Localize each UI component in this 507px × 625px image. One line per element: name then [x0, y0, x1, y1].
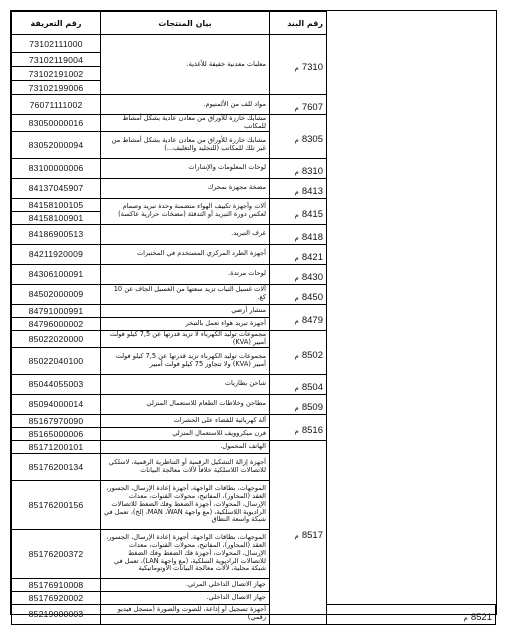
item-number-cell — [270, 264, 327, 284]
product-description-cell: جهاز الاتصال الداخلي. — [101, 591, 270, 604]
tariff-code-cell: 73102199006 — [12, 81, 101, 95]
table-row — [12, 440, 496, 453]
item-number: 8421 — [301, 251, 323, 263]
table-header-row — [12, 12, 496, 35]
item-prefix-label: م — [294, 64, 299, 72]
item-number: 8310 — [301, 165, 323, 177]
tariff-code-cell: 85022020000 — [12, 330, 101, 347]
item-number-cell — [270, 330, 327, 374]
product-description-cell: معلبات معدنية خفيفة للأغذية. — [101, 35, 270, 95]
product-description-cell: آلات غسيل الثياب تزيد سعتها من الغسيل الجاف عن 10 كغ. — [101, 284, 270, 304]
tariff-code-cell: 85171200101 — [12, 440, 101, 453]
product-description-cell: مجموعات توليد الكهرباء لا تزيد قدرتها عن 7,5 كيلو فولت أمبير (KVA) — [101, 330, 270, 347]
item-prefix-label: م — [294, 233, 299, 242]
item-number-cell — [270, 224, 327, 244]
item-number: 8430 — [301, 271, 323, 283]
item-number-cell — [270, 284, 327, 304]
product-description-cell: أجهزة الطرد المركزي المستخدم في المختبرات — [101, 244, 270, 264]
item-number-cell — [270, 95, 327, 115]
table-row — [12, 480, 496, 529]
product-description-cell: مشابك خازرة للأوراق من معادن عادية بشكل أمشاط من غير تلك للمكاتب (للتجليد والتغليف...) — [101, 131, 270, 158]
table-body — [12, 35, 496, 625]
item-number: 8517 — [301, 529, 323, 541]
table-row — [12, 178, 496, 198]
item-number-cell — [270, 158, 327, 178]
product-description-cell: أجهزة تبريد هواء تعمل بالتبخر — [101, 317, 270, 330]
item-number-cell — [270, 374, 327, 394]
item-number: 8418 — [301, 231, 323, 243]
product-description-cell: أجهزة تسجيل أو إذاعة، للصوت والصورة (مسجل فيديو رقمي) — [101, 604, 270, 624]
tariff-code-cell: 84306100091 — [12, 264, 101, 284]
item-number-cell — [270, 414, 327, 440]
tariff-code-cell: 85176920002 — [12, 591, 101, 604]
table-row — [12, 330, 496, 347]
product-description-cell: آلة كهربائية للقضاء على الحشرات — [101, 414, 270, 427]
header-item-number: رقم البند — [270, 12, 327, 35]
tariff-code-cell: 84796000002 — [12, 317, 101, 330]
product-description-cell: غرف التبريد. — [101, 224, 270, 244]
table-row — [12, 529, 496, 578]
tariff-code-cell: 84186900513 — [12, 224, 101, 244]
table-row — [12, 591, 496, 604]
tariff-code-cell: 85176200156 — [12, 480, 101, 529]
product-description-cell: مشابك خازرة للأوراق من معادن عادية بشكل أمشاط للمكاتب — [101, 115, 270, 132]
item-number: 8450 — [301, 291, 323, 303]
item-number: 8504 — [301, 381, 323, 393]
item-number: 7310 — [301, 62, 323, 73]
item-prefix-label: م — [294, 187, 299, 196]
table-row — [12, 453, 496, 480]
table-row — [12, 304, 496, 317]
tariff-code-cell: 84137045907 — [12, 178, 101, 198]
table-row — [12, 264, 496, 284]
item-number-cell — [270, 440, 327, 624]
product-description-cell: الموجهات، بطاقات الواجهة، أجهزة إعادة الإرسال، الجسور، العقد (المحاور)، المفاتيح، محولات القنوات، معدات الإرسال، المحولات، أجهزة الضغط وفك الضغط للاتصالات الراديوية اللاسلكية، (مع واجهة MAN ،WAN، إلخ)، تعمل في شبكة واسعة النطاق — [101, 480, 270, 529]
tariff-table-sheet — [10, 10, 497, 623]
product-description-cell: منشار أرضي — [101, 304, 270, 317]
tariff-code-cell: 73102111000 — [12, 35, 101, 53]
item-prefix-label: م — [294, 426, 299, 435]
tariff-code-cell: 85022040100 — [12, 347, 101, 374]
product-description-cell: جهاز الاتصال الداخلي المرئي. — [101, 578, 270, 591]
item-prefix-label: م — [294, 273, 299, 282]
table-row — [12, 35, 496, 53]
tariff-code-cell: 73102119004 — [12, 53, 101, 67]
tariff-code-cell: 76071111002 — [12, 95, 101, 115]
item-number: 8413 — [301, 185, 323, 197]
tariff-code-cell: 84791000991 — [12, 304, 101, 317]
item-number-cell — [327, 604, 496, 624]
item-number-cell — [270, 35, 327, 95]
tariff-code-cell: 85176910008 — [12, 578, 101, 591]
item-prefix-label: م — [463, 613, 468, 622]
product-description-cell: مضخة مجهزة بمحرك — [101, 178, 270, 198]
tariff-code-cell: 84502000009 — [12, 284, 101, 304]
tariff-code-cell: 85176200134 — [12, 453, 101, 480]
item-prefix-label: م — [294, 293, 299, 302]
tariff-code-cell: 85165000006 — [12, 427, 101, 440]
item-prefix-label: م — [294, 253, 299, 262]
product-description-cell: أجهزة إزالة التشكيل الرقمية أو التناظرية الرقمية، لاسلكي للاتصالات اللاسلكية خلافاً لآلات معالجة البيانات — [101, 453, 270, 480]
tariff-code-cell: 84158100901 — [12, 211, 101, 224]
item-prefix-label: م — [294, 104, 299, 112]
table-row — [12, 198, 496, 211]
table-row — [12, 414, 496, 427]
tariff-code-cell: 85167970090 — [12, 414, 101, 427]
table-row — [12, 604, 496, 624]
tariff-code-cell: 83100000006 — [12, 158, 101, 178]
tariff-code-cell: 73102191002 — [12, 67, 101, 81]
item-number: 8509 — [301, 401, 323, 413]
tariff-code-cell: 85044055003 — [12, 374, 101, 394]
item-number: 8305 — [301, 133, 323, 145]
item-prefix-label: م — [294, 135, 299, 144]
product-description-cell: لوحات المعلومات والإشارات — [101, 158, 270, 178]
table-row — [12, 394, 496, 414]
table-row — [12, 427, 496, 440]
product-description-cell: الموجهات، بطاقات الواجهة، أجهزة إعادة الإرسال، الجسور، العقد (المحاور)، المفاتيح، محولات القنوات، معدات الإرسال، المحولات، أجهزة فك الضغط وفك الضغط للاتصالات الراديوية السلكية، (مع واجهة LAN)، تعمل في شبكة محلية، لآلات معالجة البيانات الأوتوماتيكية — [101, 529, 270, 578]
tariff-table — [11, 11, 496, 625]
product-description-cell: شاحن بطاريات — [101, 374, 270, 394]
tariff-code-cell: 85176200372 — [12, 529, 101, 578]
header-tariff-number: رقم التعريفة — [12, 12, 101, 35]
item-number: 8521 — [470, 611, 492, 623]
item-prefix-label: م — [294, 383, 299, 392]
item-prefix-label: م — [294, 210, 299, 219]
table-row — [12, 95, 496, 115]
header-product-description: بيان المنتجات — [101, 12, 270, 35]
tariff-code-cell: 85094000014 — [12, 394, 101, 414]
product-description-cell: لوحات مرتدة. — [101, 264, 270, 284]
product-description-cell: مطاحن وخلاطات الطعام للاستعمال المنزلي — [101, 394, 270, 414]
tariff-code-cell: 83052000094 — [12, 131, 101, 158]
table-row — [12, 284, 496, 304]
table-row — [12, 131, 496, 158]
item-prefix-label: م — [294, 167, 299, 176]
table-row — [12, 317, 496, 330]
product-description-cell: مواد للف من الألمنيوم. — [101, 95, 270, 115]
product-description-cell: الهاتف المحمول. — [101, 440, 270, 453]
tariff-code-cell: 84158100105 — [12, 198, 101, 211]
tariff-code-cell: 83050000016 — [12, 115, 101, 132]
product-description-cell: آلات وأجهزة تكييف الهواء متضمنة وحدة تبريد وصمام لعكس دورة التبريد أو التدفئة (مضخات حرارية عاكسة) — [101, 198, 270, 224]
table-row — [12, 578, 496, 591]
item-prefix-label: م — [294, 316, 299, 325]
tariff-code-cell: 85219000003 — [12, 604, 101, 624]
tariff-code-cell: 84211920009 — [12, 244, 101, 264]
table-row — [12, 374, 496, 394]
item-number: 8415 — [301, 208, 323, 220]
product-description-cell: مجموعات توليد الكهرباء تزيد قدرتها عن 7,5 كيلو فولت أمبير (KVA) ولا تتجاوز 75 كيلو فولت أمبير — [101, 347, 270, 374]
item-number: 7607 — [301, 102, 323, 113]
table-row — [12, 347, 496, 374]
table-row — [12, 158, 496, 178]
item-number-cell — [270, 244, 327, 264]
item-prefix-label: م — [294, 531, 299, 540]
item-prefix-label: م — [294, 403, 299, 412]
item-number-cell — [270, 198, 327, 224]
item-number-cell — [270, 394, 327, 414]
item-number: 8502 — [301, 349, 323, 361]
item-prefix-label: م — [294, 351, 299, 360]
table-row — [12, 244, 496, 264]
item-number-cell — [270, 178, 327, 198]
table-row — [12, 115, 496, 132]
table-row — [12, 224, 496, 244]
product-description-cell: فرن ميكروويف للاستعمال المنزلي — [101, 427, 270, 440]
item-number-cell — [270, 304, 327, 330]
item-number: 8516 — [301, 424, 323, 436]
item-number: 8479 — [301, 314, 323, 326]
item-number-cell — [270, 115, 327, 159]
